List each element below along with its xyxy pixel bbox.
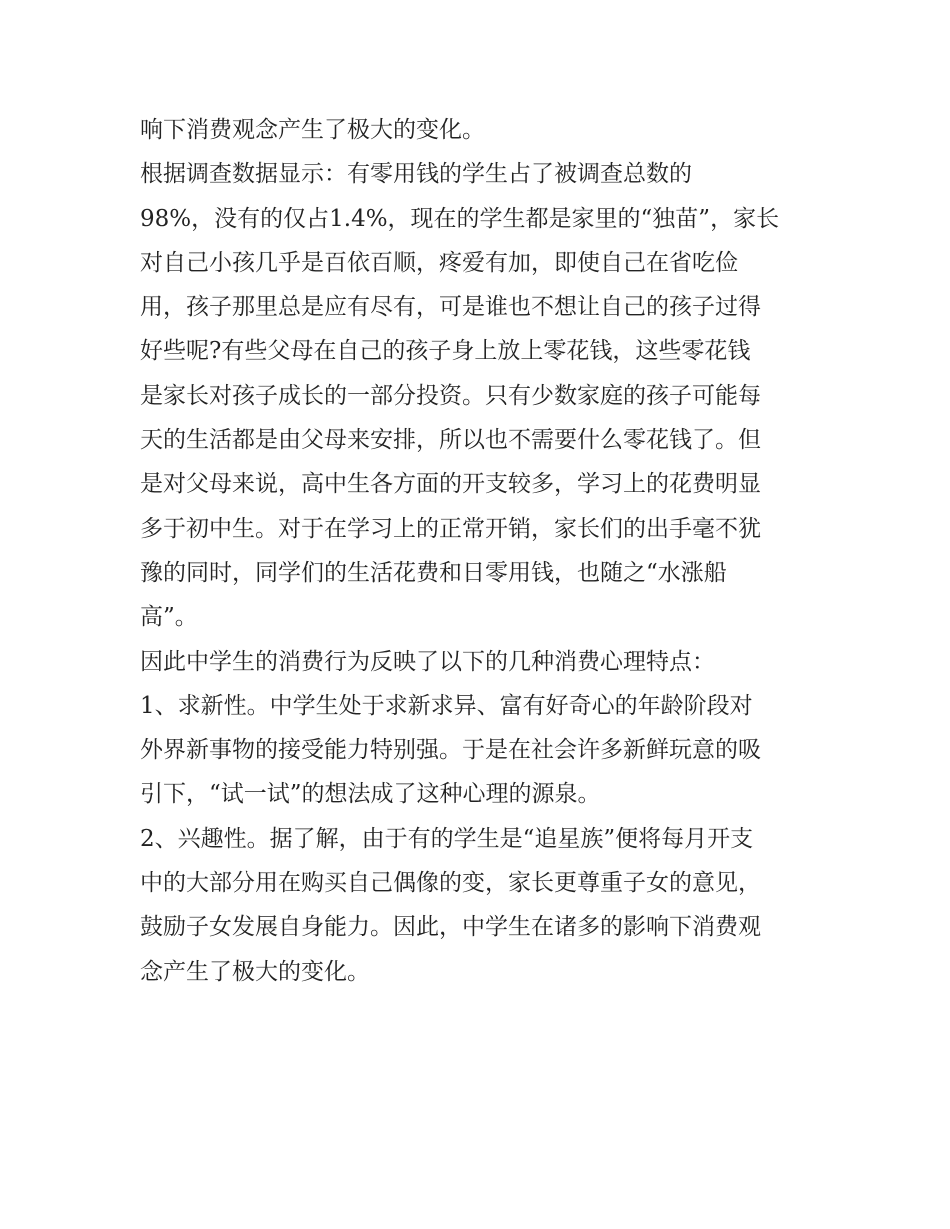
text-line: 2、兴趣性。据了解，由于有的学生是“追星族”便将每月开支 [140,825,754,852]
text-line: 因此中学生的消费行为反映了以下的几种消费心理特点： [140,648,715,675]
text-line: 高”。 [140,604,198,631]
text-line: 念产生了极大的变化。 [140,958,370,985]
text-line: 是家长对孩子成长的一部分投资。只有少数家庭的孩子可能每 [140,382,761,409]
text-line: 中的大部分用在购买自己偶像的变，家长更尊重子女的意见， [140,870,761,897]
text-line: 1、求新性。中学生处于求新求异、富有好奇心的年龄阶段对 [140,692,753,719]
text-line: 引下，“试一试”的想法成了这种心理的源泉。 [140,781,601,808]
text-line: 对自己小孩几乎是百依百顺，疼爱有加，即使自己在省吃俭 [140,249,738,276]
text-line: 外界新事物的接受能力特别强。于是在社会许多新鲜玩意的吸 [140,737,761,764]
text-line: 好些呢?有些父母在自己的孩子身上放上零花钱，这些零花钱 [140,338,751,365]
text-line: 用，孩子那里总是应有尽有，可是谁也不想让自己的孩子过得 [140,294,761,321]
text-line: 天的生活都是由父母来安排，所以也不需要什么零花钱了。但 [140,427,761,454]
text-line: 多于初中生。对于在学习上的正常开销，家长们的出手毫不犹 [140,515,761,542]
document-body [140,108,820,994]
text-line: 响下消费观念产生了极大的变化。 [140,117,485,143]
text-line: 鼓励子女发展自身能力。因此，中学生在诸多的影响下消费观 [140,914,761,941]
text-line: 豫的同时，同学们的生活花费和日零用钱，也随之“水涨船 [140,559,727,586]
text-line: 是对父母来说，高中生各方面的开支较多，学习上的花费明显 [140,471,761,498]
text-line: 根据调查数据显示：有零用钱的学生占了被调查总数的 [140,161,692,188]
text-line: 98%，没有的仅占1.4%，现在的学生都是家里的“独苗”，家长 [140,205,780,232]
